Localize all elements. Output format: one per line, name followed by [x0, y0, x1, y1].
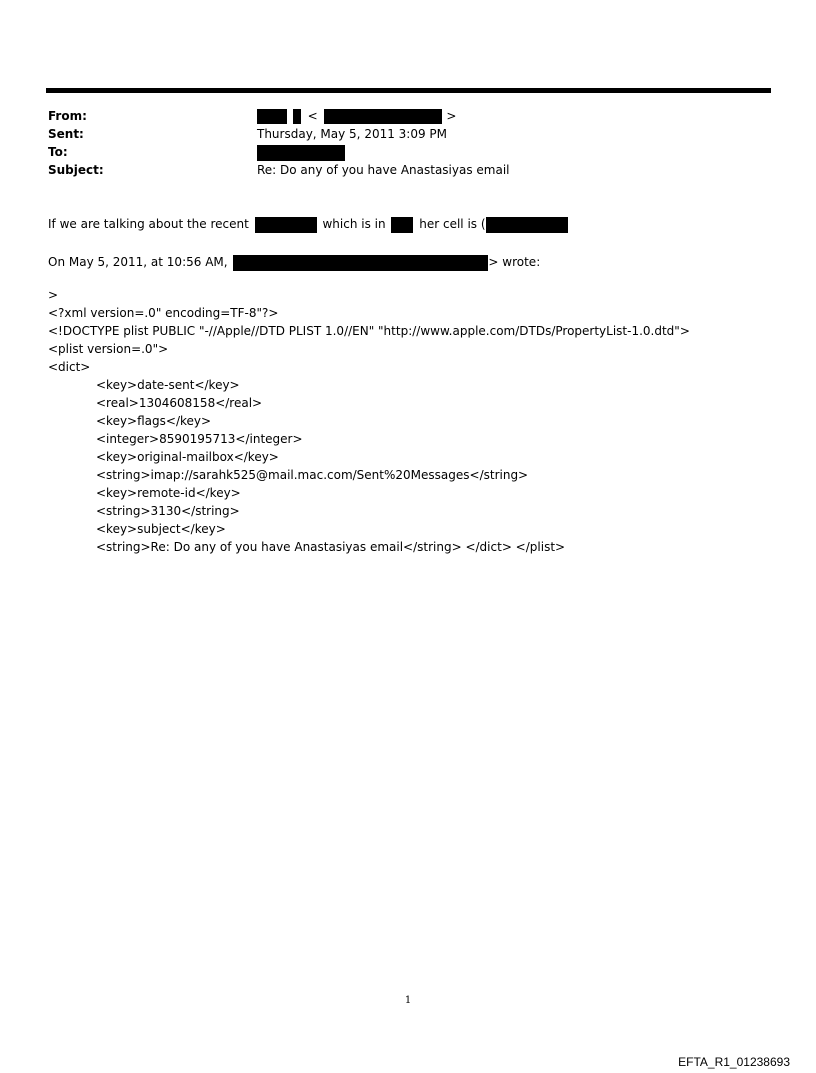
message-line-2 [48, 253, 540, 271]
code-line: <integer>8590195713</integer> [96, 432, 303, 446]
sent-value: Thursday, May 5, 2011 3:09 PM [257, 127, 448, 141]
code-line: <?xml version=.0" encoding=TF-8"?> [48, 306, 279, 320]
redaction-block [391, 217, 413, 233]
code-line: <!DOCTYPE plist PUBLIC "-//Apple//DTD PLIST 1.0//EN" "http://www.apple.com/DTDs/PropertyList-1.0.dtd"> [48, 324, 690, 338]
redaction-block [486, 217, 568, 233]
body-text: which is in [322, 217, 386, 231]
subject-label: Subject: [48, 163, 104, 177]
code-line: <string>imap://sarahk525@mail.mac.com/Sent%20Messages</string> [96, 468, 529, 482]
page-number: 1 [404, 995, 412, 1006]
code-line: <string>Re: Do any of you have Anastasiyas email</string> </dict> </plist> [96, 540, 566, 554]
code-line: <key>original-mailbox</key> [96, 450, 279, 464]
redaction-block [257, 145, 345, 161]
message-line-1 [48, 215, 568, 233]
code-line: <dict> [48, 360, 91, 374]
body-text: > wrote: [488, 255, 541, 269]
redaction-block [324, 109, 442, 124]
sent-label: Sent: [48, 127, 84, 141]
redaction-block [255, 217, 317, 233]
code-line: > [48, 288, 59, 302]
code-line: <key>remote-id</key> [96, 486, 241, 500]
from-label: From: [48, 109, 87, 123]
code-line: <string>3130</string> [96, 504, 240, 518]
code-line: <key>flags</key> [96, 414, 212, 428]
code-line: <plist version=.0"> [48, 342, 169, 356]
header-rule [46, 88, 771, 93]
email-header [48, 107, 748, 179]
code-line: <key>subject</key> [96, 522, 226, 536]
from-gt: > [446, 109, 457, 123]
code-line: <real>1304608158</real> [96, 396, 263, 410]
redaction-block [293, 109, 301, 124]
code-line: <key>date-sent</key> [96, 378, 240, 392]
subject-value: Re: Do any of you have Anastasiyas email [257, 163, 510, 177]
from-lt: < [307, 109, 318, 123]
from-value [257, 107, 456, 125]
to-label: To: [48, 145, 68, 159]
quoted-plist [48, 286, 690, 556]
to-value [257, 143, 345, 161]
body-text: On May 5, 2011, at 10:56 AM, [48, 255, 228, 269]
document-id: EFTA_R1_01238693 [678, 1055, 790, 1069]
redaction-block [233, 255, 488, 271]
body-text: If we are talking about the recent [48, 217, 249, 231]
body-text: her cell is ( [419, 217, 486, 231]
redaction-block [257, 109, 287, 124]
